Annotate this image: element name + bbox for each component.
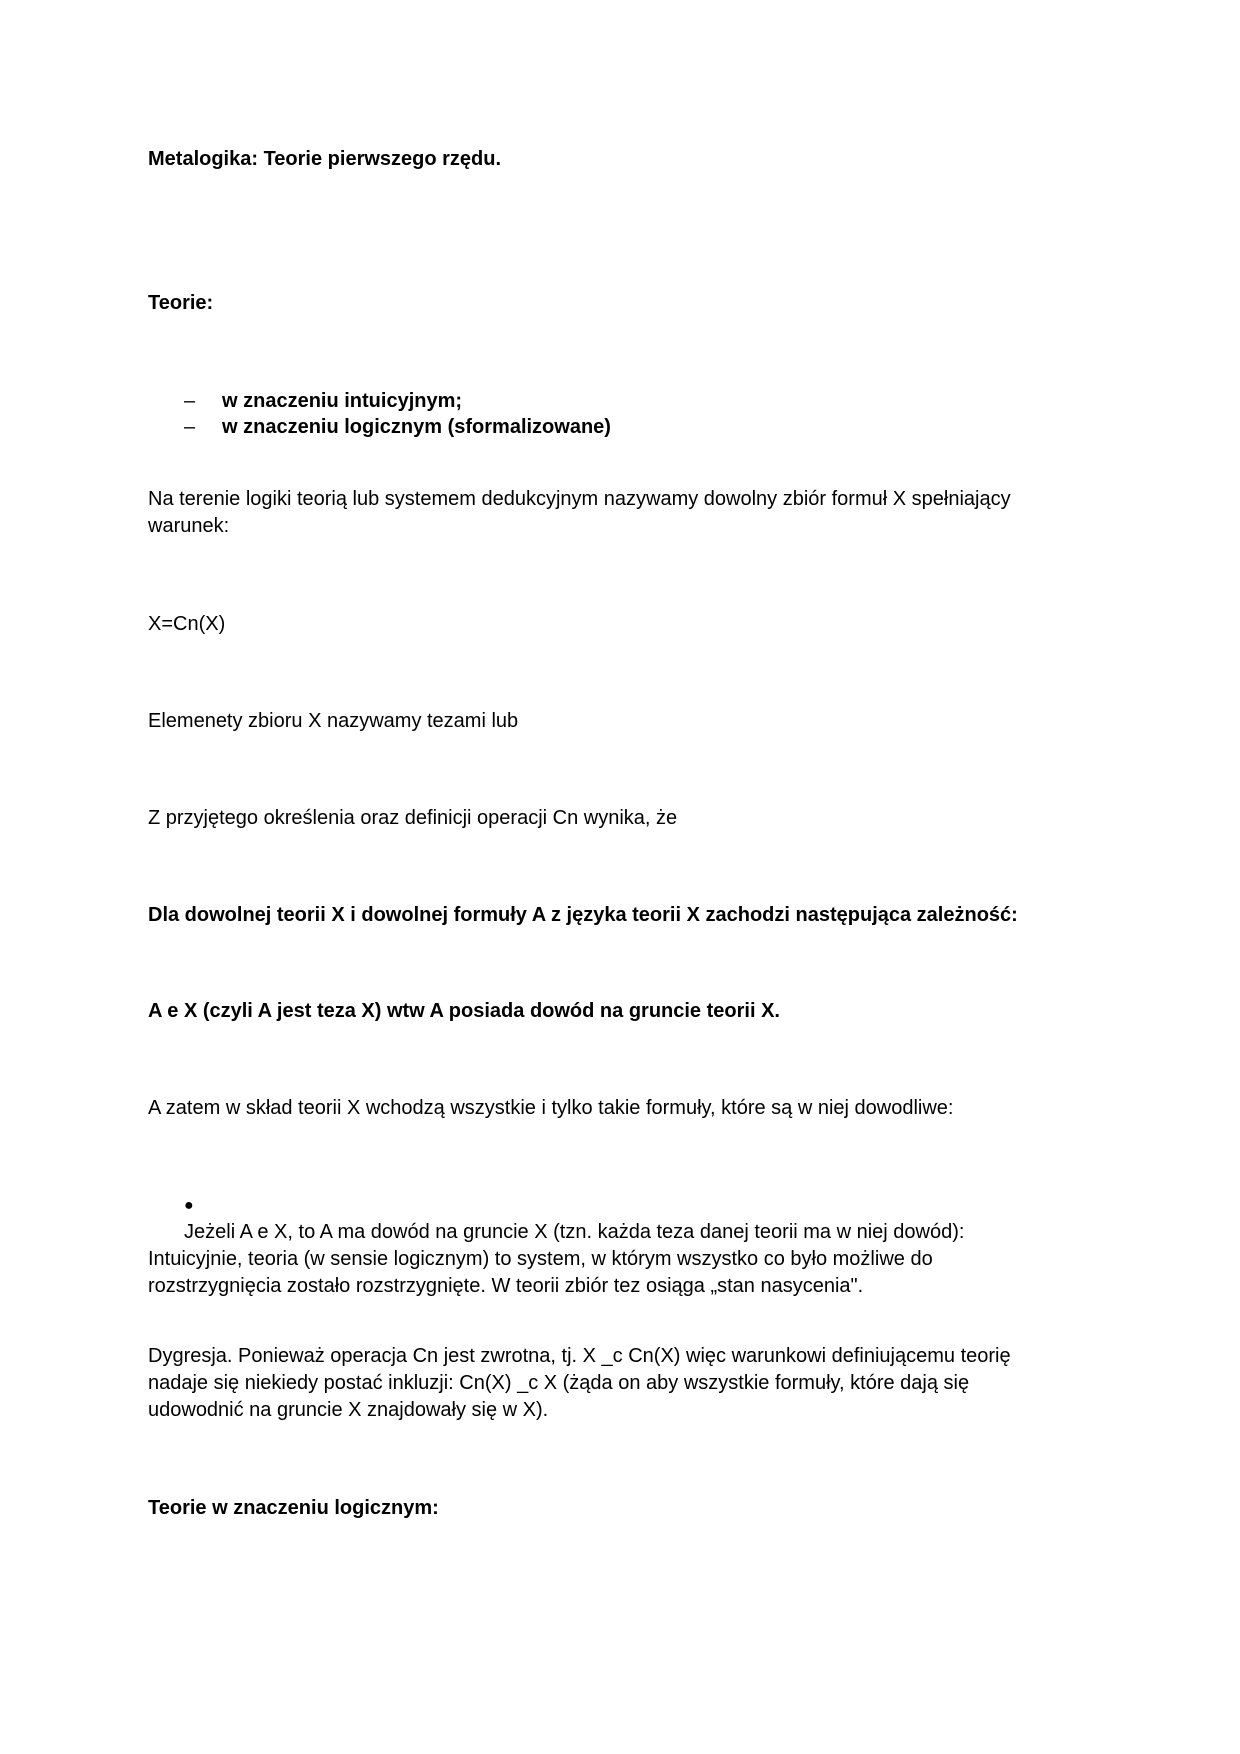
consequence-line: Z przyjętego określenia oraz definicji operacji Cn wynika, że (148, 807, 678, 829)
paragraph-line: warunek: (148, 515, 230, 537)
dash-marker: – (184, 390, 196, 412)
theorem-statement: Dla dowolnej teorii X i dowolnej formuły A z języka teorii X zachodzi następująca zależność: (148, 904, 1018, 926)
paragraph-line: Na terenie logiki teorią lub systemem dedukcyjnym nazywamy dowolny zbiór formuł X spełniający (148, 488, 1011, 510)
bullet-icon: ● (184, 1197, 194, 1214)
list-item (184, 388, 462, 415)
bullet-text: Jeżeli A e X, to A ma dowód na gruncie X (tzn. każda teza danej teorii ma w niej dowód): (184, 1221, 965, 1243)
paragraph-line: Intuicyjnie, teoria (w sensie logicznym) to system, w którym wszystko co było możliwe do (148, 1248, 933, 1270)
paragraph-line: udowodnić na gruncie X znajdowały się w X). (148, 1399, 549, 1421)
section-heading-teorie: Teorie: (148, 292, 214, 314)
list-item-text: w znaczeniu logicznym (sformalizowane) (222, 416, 611, 438)
theorem-condition: A e X (czyli A jest teza X) wtw A posiada dowód na gruncie teorii X. (148, 1000, 780, 1022)
conclusion-line: A zatem w skład teorii X wchodzą wszystkie i tylko takie formuły, które są w niej dowodliwe: (148, 1097, 954, 1119)
section-heading-logical: Teorie w znaczeniu logicznym: (148, 1497, 439, 1519)
definition-paragraph (148, 486, 1078, 540)
paragraph-line: nadaje się niekiedy postać inkluzji: Cn(X) _c X (żąda on aby wszystkie formuły, które dają się (148, 1372, 970, 1394)
elements-line: Elemenety zbioru X nazywamy tezami lub (148, 710, 519, 732)
document-title: Metalogika: Teorie pierwszego rzędu. (148, 148, 502, 170)
paragraph-line: rozstrzygnięcia zostało rozstrzygnięte. W teorii zbiór tez osiąga „stan nasycenia". (148, 1275, 864, 1297)
bullet-paragraph (148, 1192, 1078, 1300)
bullet-line (148, 1192, 1078, 1246)
dash-marker: – (184, 416, 196, 438)
digression-paragraph (148, 1343, 1078, 1424)
paragraph-line: Dygresja. Ponieważ operacja Cn jest zwrotna, tj. X _c Cn(X) więc warunkowi definiującemu teorię (148, 1345, 1011, 1367)
list-item-text: w znaczeniu intuicyjnym; (222, 390, 463, 412)
list-item (184, 414, 611, 441)
formula: X=Cn(X) (148, 613, 226, 635)
